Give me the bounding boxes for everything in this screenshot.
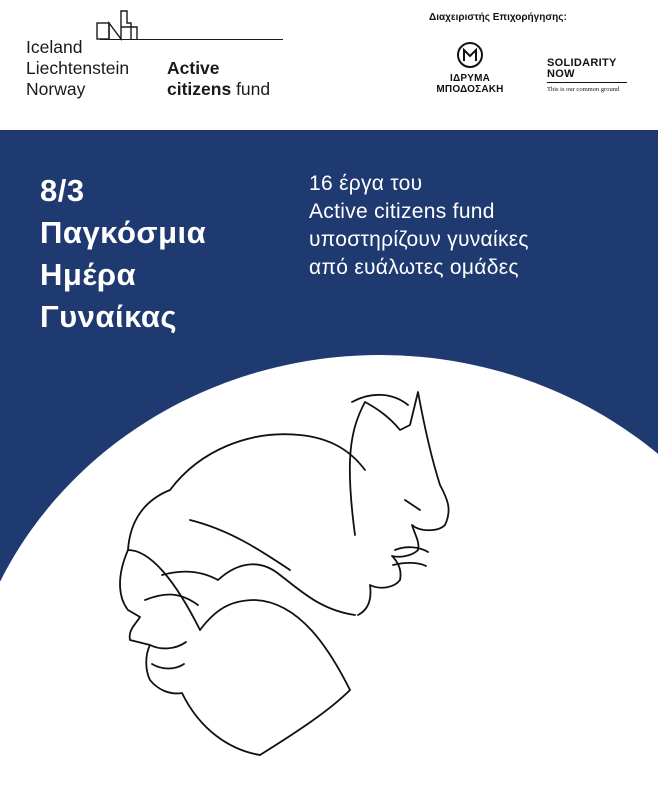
title-line-date: 8/3	[40, 173, 85, 208]
title-line-2: Ημέρα	[40, 257, 137, 292]
solidarity-tagline: This is our common ground	[547, 86, 620, 93]
subtitle-line-2: Active citizens fund	[309, 200, 495, 223]
subtitle-line-3: υποστηρίζουν γυναίκες	[309, 228, 529, 251]
eea-line-liechtenstein: Liechtenstein	[26, 58, 130, 78]
logo-rule	[100, 39, 283, 40]
title-line-3: Γυναίκας	[40, 299, 178, 334]
subtitle-line-4: από ευάλωτες ομάδες	[309, 256, 519, 279]
solidarity-rule	[547, 82, 627, 83]
eea-line-iceland: Iceland	[26, 37, 83, 57]
acf-word-active: Active	[167, 58, 220, 78]
solidarity-now-logo	[547, 58, 631, 93]
page-title	[40, 170, 206, 338]
solidarity-line1: SOLIDARITY	[547, 57, 617, 69]
active-citizens-fund-wordmark	[167, 58, 270, 100]
eea-line-norway: Norway	[26, 79, 86, 99]
acf-word-fund: fund	[231, 79, 271, 99]
bodossaki-emblem-icon	[456, 42, 484, 68]
title-line-1: Παγκόσμια	[40, 215, 207, 250]
acf-word-citizens: citizens	[167, 79, 232, 99]
bodossaki-line2: ΜΠΟΔΟΣΑΚΗ	[436, 84, 504, 95]
subtitle	[309, 170, 529, 282]
bodossaki-line1: ΙΔΡΥΜΑ	[449, 73, 491, 84]
hero-band	[0, 130, 658, 787]
solidarity-line2: NOW	[547, 68, 575, 80]
subtitle-line-1: 16 έργα του	[309, 172, 423, 195]
header	[0, 0, 658, 130]
eea-grants-wordmark	[26, 37, 129, 100]
management-label: Διαχειριστής Επιχορήγησης:	[429, 12, 567, 23]
bodossaki-logo	[428, 42, 512, 95]
skyline-logo-icon	[94, 8, 154, 42]
